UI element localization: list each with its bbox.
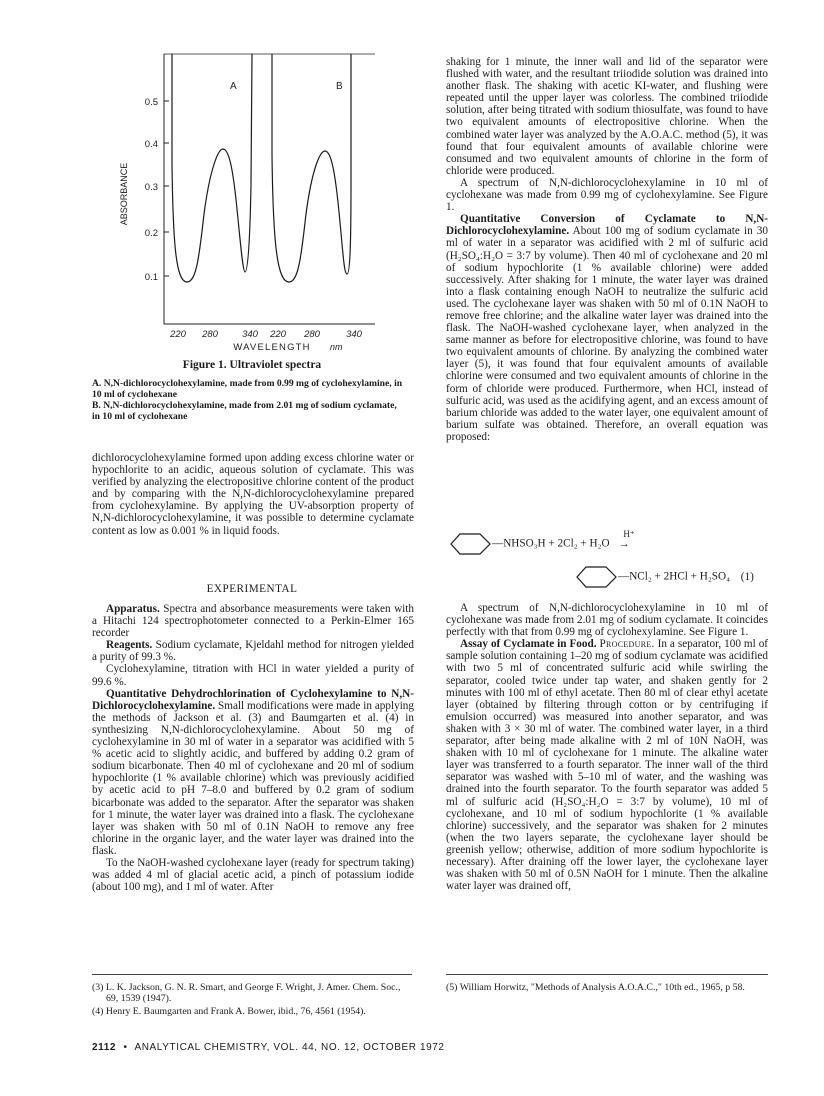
- footnote-rule-right: [446, 974, 768, 975]
- figure-1-ultraviolet-spectra: [92, 44, 412, 364]
- equation-line-2: [576, 565, 754, 589]
- y-axis-label: ABSORBANCE: [119, 162, 129, 226]
- equation-reactants: —NHSO₃H + 2Cl₂ + H₂O: [492, 537, 610, 550]
- apparatus-paragraph: [92, 603, 414, 639]
- equation-arrow: [618, 528, 644, 550]
- x-tick-label: 220: [270, 329, 286, 340]
- conversion-lead: Quantitative Conversion of Cyclamate to N,N-Dichlorocyclohexylamine.: [446, 213, 768, 238]
- right-para-1: shaking for 1 minute, the inner wall and lid of the separator were flushed with water, and the resultant triiodide solution was drained into another flask. The shaking with acetic KI-water, and flushing were repeated until the upper layer was colorless. The combined triiodide solution, after being titrated with sodium thiosulfate, was found to have two equivalent amounts of electropositive chlorine. When the combined water layer was analyzed by the A.O.A.C. method (5), it was found that four equivalent amounts of available chlorine were consumed and two equivalent amounts of chlorine in the form of chloride were produced.: [446, 56, 768, 177]
- x-tick-label: 280: [304, 329, 320, 340]
- right-footnotes: [446, 982, 768, 995]
- y-tick-label: 0.1: [144, 272, 158, 283]
- dehydro-paragraph: [92, 688, 414, 857]
- reagents-text: Sodium cyclamate, Kjeldahl method for nitrogen yielded a purity of 99.3 %.: [92, 639, 414, 664]
- y-ticks: [145, 97, 169, 283]
- assay-text: In a separator, 100 ml of sample solution containing 1–20 mg of sodium cyclamate was acidified with two 5 ml of concentrated sulfuric acid while swirling the separator, cooled twice under tap water, and shaken gently for 2 minutes with 100 ml of ethyl acetate. Then 80 ml of clear ethyl acetate layer (obtained by filtering through cotton or by centrifuging if emulsion occurred) was measured into another separator, and was shaken with 3 × 30 ml of water. The combined water layer, in a third separator, after being made alkaline with 2 ml of 10N NaOH, was shaken with 10 ml of cyclohexane for 1 minute. The alkaline water layer was transferred to a fourth separator. The inner wall of the third separator was washed with 5–10 ml of water, and the washing was drained into the fourth separator. To the fourth separator was added 5 ml of sulfuric acid (H₂SO₄:H₂O = 3:7 by volume), 10 ml of cyclohexane, and 10 ml of sodium hypochlorite (1 % available chlorine) successively, and the separator was shaken for 2 minutes (when the two layers separate, the cyclohexane layer should be greenish yellow; otherwise, addition of more sodium hypochlorite is necessary). After draining off the lower layer, the cyclohexane layer was shaken with 50 ml of 0.5N NaOH for 1 minute. Then the alkaline water layer was drained off,: [446, 638, 769, 893]
- cyclohexane-ring-icon: [576, 565, 618, 589]
- intro-paragraph: dichlorocyclohexylamine formed upon adding excess chlorine water or hypochlorite to an acidic, aqueous solution of cyclamate. This was verified by analyzing the electropositive chlorine content of the product and by comparing with the N,N-dichlorocyclohexylamine prepared from cyclohexylamine. By applying the UV-absorption property of N,N-dichlorocyclohexylamine, it was possible to determine cyclamate content as low as 0.001 % in liquid foods.: [92, 452, 414, 537]
- section-heading: EXPERIMENTAL: [206, 583, 298, 595]
- reagents-lead: Reagents.: [106, 639, 153, 652]
- spectrum-a-curve: [172, 54, 252, 282]
- equation-line-1: [450, 528, 644, 556]
- x-tick-label: 340: [242, 329, 258, 340]
- footnote-4: (4) Henry E. Baumgarten and Frank A. Bower, ibid., 76, 4561 (1954).: [92, 1006, 366, 1017]
- assay-procedure: Procedure.: [599, 638, 655, 651]
- y-tick-label: 0.2: [144, 228, 158, 239]
- right-para-2: A spectrum of N,N-dichlorocyclohexylamine in 10 ml of cyclohexane was made from 0.99 mg of cyclohexylamine. See Figure 1.: [446, 176, 768, 214]
- footnote-3: (3) L. K. Jackson, G. N. R. Smart, and George F. Wright, J. Amer. Chem. Soc., 69, 1539 (1947).: [92, 982, 401, 1004]
- caption-b: B. N,N-dichlorocyclohexylamine, made from 2.01 mg of sodium cyclamate, in 10 ml of cyclohexane: [92, 400, 397, 422]
- left-column-top: [92, 452, 414, 537]
- reagents-paragraph: [92, 639, 414, 663]
- figure-title: Figure 1. Ultraviolet spectra: [182, 359, 322, 371]
- assay-paragraph: [446, 638, 768, 892]
- dehydro-text: Small modifications were made in applying the methods of Jackson et al. (3) and Baumgarten et al. (4) in synthesizing N,N-dichlorocyclohexylamine. About 50 mg of cyclohexylamine in 30 ml of water in a separator was acidified with 5 % acetic acid to slightly acidic, and buffered by adding 0.2 gram of sodium bicarbonate. Then 40 ml of cyclohexane and 20 ml of sodium hypochlorite (1 % available chlorine) which was previously acidified by acetic acid to pH 7–8.0 and buffered by 0.2 gram of sodium bicarbonate was added to the separator. After the separator was shaken for 1 minute, the water layer was drained into a flask. The cyclohexane layer was shaken with 50 ml of 0.1N NaOH to remove any free chlorine in the organic layer, and the water layer was drained into the flask.: [92, 699, 414, 857]
- dehydro-lead: Quantitative Dehydrochlorination of Cyclohexylamine to N,N-Dichlorocyclohexylamine.: [92, 687, 414, 712]
- panel-label-b: B: [336, 81, 343, 92]
- x-axis-label: WAVELENGTH: [233, 342, 311, 353]
- y-tick-label: 0.3: [144, 182, 158, 193]
- y-tick-label: 0.4: [144, 139, 158, 150]
- arrow-catalyst: H⁺: [623, 528, 635, 539]
- journal-citation: ANALYTICAL CHEMISTRY, VOL. 44, NO. 12, OCTOBER 1972: [134, 1042, 445, 1053]
- conversion-text: About 100 mg of sodium cyclamate in 30 ml of water in a separator was acidified with 2 ml of sulfuric acid (H₂SO₄:H₂O = 3:7 by volume). Then 40 ml of cyclohexane and 20 ml of sodium hypochlorite (1 % available chlorine) were added successively. After shaking for 1 minute, the water layer was drained into a flask containing enough NaOH to neutralize the sulfuric acid used. The cyclohexane layer was shaken with 50 ml of 0.1N NaOH to remove free chlorine; and the alkaline water layer was drained into the flask. The NaOH-washed cyclohexane layer, when analyzed in the same manner as before for electropositive chlorine, was found to have two equivalent amounts of chlorine. By analyzing the combined water layer (5), it was found that four equivalent amounts of available chlorine were consumed and two equivalent amounts of chlorine in the form of chloride were produced. Furthermore, when HCl, instead of sulfuric acid, was used as the acidifying agent, and an excess amount of barium chloride was added to the water layer, one equivalent amount of barium sulfate was obtained. Therefore, an overall equation was proposed:: [446, 225, 768, 443]
- assay-lead: Assay of Cyclamate in Food.: [460, 638, 597, 651]
- figure-caption: [92, 378, 407, 422]
- apparatus-text: Spectra and absorbance measurements were taken with a Hitachi 124 spectrophotometer connected to a Perkin-Elmer 165 recorder: [92, 603, 414, 640]
- right-para-3: A spectrum of N,N-dichlorocyclohexylamine in 10 ml of cyclohexane was made from 2.01 mg of sodium cyclamate. It coincides perfectly with that from 0.99 mg of cyclohexylamine. See Figure 1.: [446, 602, 768, 639]
- left-footnotes: [92, 982, 412, 1019]
- x-tick-label: 280: [202, 329, 218, 340]
- caption-a: A. N,N-dichlorocyclohexylamine, made from 0.99 mg of cyclohexylamine, in 10 ml of cyclohexane: [92, 378, 403, 400]
- cyclohexane-ring-icon: [450, 532, 492, 556]
- washed-paragraph: To the NaOH-washed cyclohexane layer (ready for spectrum taking) was added 4 ml of glacial acetic acid, a pinch of potassium iodide (about 100 mg), and 1 ml of water. After: [92, 856, 414, 894]
- x-axis-unit: nm: [330, 342, 343, 352]
- right-column-body: [446, 602, 768, 892]
- cyclohexylamine-paragraph: Cyclohexylamine, titration with HCl in water yielded a purity of 99.6 %.: [92, 663, 414, 688]
- apparatus-lead: Apparatus.: [106, 603, 160, 615]
- footer-bullet: •: [123, 1042, 128, 1053]
- conversion-paragraph: [446, 213, 768, 443]
- x-tick-label: 340: [346, 329, 362, 340]
- page-footer: [92, 1042, 445, 1053]
- x-ticks: [169, 329, 363, 340]
- arrow-icon: →: [618, 537, 630, 550]
- right-column-top: [446, 56, 768, 443]
- footnote-rule-left: [92, 974, 412, 975]
- equation-products: —NCl₂ + 2HCl + H₂SO₄: [618, 570, 730, 583]
- equation-number: (1): [740, 570, 754, 583]
- panel-label-a: A: [230, 81, 237, 92]
- page-number: 2112: [92, 1042, 117, 1053]
- footnote-5: (5) William Horwitz, "Methods of Analysis A.O.A.C.," 10th ed., 1965, p 58.: [446, 982, 745, 993]
- left-column-body: [92, 603, 414, 893]
- y-tick-label: 0.5: [144, 97, 158, 108]
- x-tick-label: 220: [170, 329, 186, 340]
